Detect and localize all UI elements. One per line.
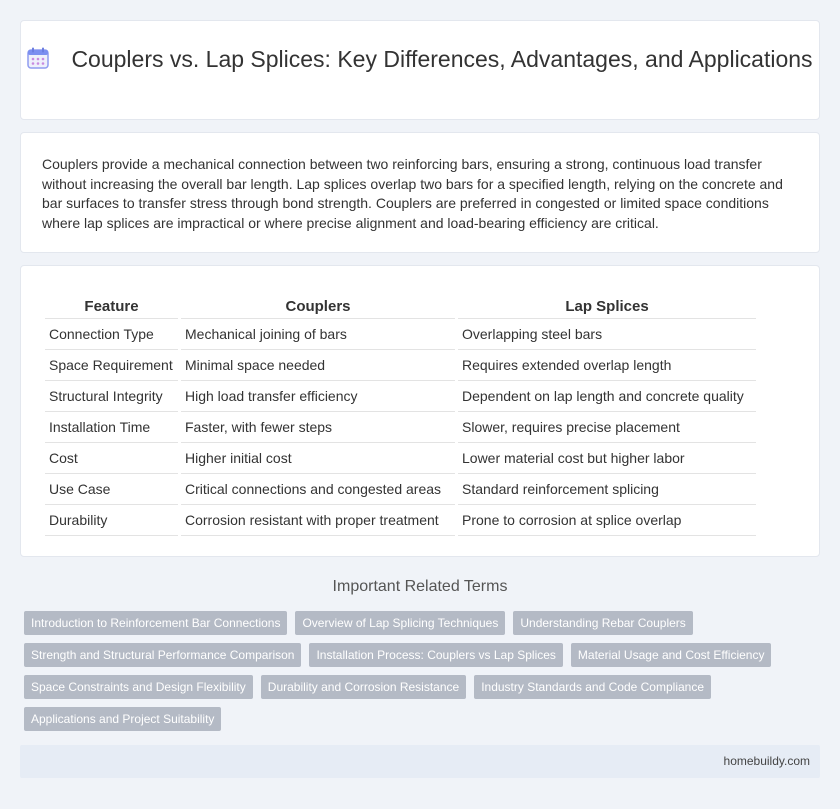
table-cell: Requires extended overlap length (458, 350, 756, 381)
related-term-tag[interactable]: Introduction to Reinforcement Bar Connections (24, 611, 287, 635)
title-card (20, 20, 820, 120)
table-cell: Corrosion resistant with proper treatment (181, 505, 455, 536)
page-title (21, 45, 819, 74)
related-term-tag[interactable]: Space Constraints and Design Flexibility (24, 675, 253, 699)
related-term-tag[interactable]: Durability and Corrosion Resistance (261, 675, 466, 699)
related-term-tag[interactable]: Understanding Rebar Couplers (513, 611, 692, 635)
table-cell: Use Case (45, 474, 178, 505)
site-name[interactable]: homebuildy.com (723, 754, 810, 768)
table-cell: Structural Integrity (45, 381, 178, 412)
related-term-tag[interactable]: Applications and Project Suitability (24, 707, 221, 731)
comparison-card (20, 265, 820, 557)
related-term-tag[interactable]: Overview of Lap Splicing Techniques (295, 611, 505, 635)
table-row (45, 443, 756, 474)
related-term-tag[interactable]: Material Usage and Cost Efficiency (571, 643, 772, 667)
table-row (45, 350, 756, 381)
table-cell: High load transfer efficiency (181, 381, 455, 412)
related-term-tag[interactable]: Strength and Structural Performance Comparison (24, 643, 301, 667)
table-header-row (45, 294, 756, 319)
page-title-text: Couplers vs. Lap Splices: Key Differences, Advantages, and Applications (71, 46, 813, 72)
calendar-icon (27, 47, 49, 69)
comparison-table (42, 294, 759, 536)
table-row (45, 505, 756, 536)
table-cell: Higher initial cost (181, 443, 455, 474)
table-cell: Overlapping steel bars (458, 319, 756, 350)
table-row (45, 381, 756, 412)
related-term-tag[interactable]: Installation Process: Couplers vs Lap Splices (309, 643, 562, 667)
table-row (45, 474, 756, 505)
column-header-lap-splices: Lap Splices (458, 294, 756, 319)
table-cell: Lower material cost but higher labor (458, 443, 756, 474)
related-terms-heading: Important Related Terms (332, 578, 508, 595)
table-cell: Slower, requires precise placement (458, 412, 756, 443)
column-header-feature: Feature (45, 294, 178, 319)
related-terms-list (24, 611, 784, 731)
column-header-couplers: Couplers (181, 294, 455, 319)
footer (20, 745, 820, 778)
table-cell: Mechanical joining of bars (181, 319, 455, 350)
intro-paragraph: Couplers provide a mechanical connection between two reinforcing bars, ensuring a strong, continuous load transfer without increasing the overall bar length. Lap splices overlap two bars for a specified length, relying on the concrete and bar surfaces to transfer stress through bond strength. Couplers are preferred in congested or limited space conditions where lap splices are impractical or where precise alignment and load-bearing efficiency are critical. (42, 156, 783, 231)
related-term-tag[interactable]: Industry Standards and Code Compliance (474, 675, 711, 699)
table-cell: Critical connections and congested areas (181, 474, 455, 505)
table-row (45, 412, 756, 443)
table-cell: Cost (45, 443, 178, 474)
table-cell: Space Requirement (45, 350, 178, 381)
table-cell: Minimal space needed (181, 350, 455, 381)
table-cell: Standard reinforcement splicing (458, 474, 756, 505)
table-cell: Installation Time (45, 412, 178, 443)
intro-card (20, 132, 820, 253)
table-cell: Faster, with fewer steps (181, 412, 455, 443)
table-cell: Dependent on lap length and concrete quality (458, 381, 756, 412)
table-cell: Connection Type (45, 319, 178, 350)
table-cell: Durability (45, 505, 178, 536)
table-cell: Prone to corrosion at splice overlap (458, 505, 756, 536)
table-row (45, 319, 756, 350)
